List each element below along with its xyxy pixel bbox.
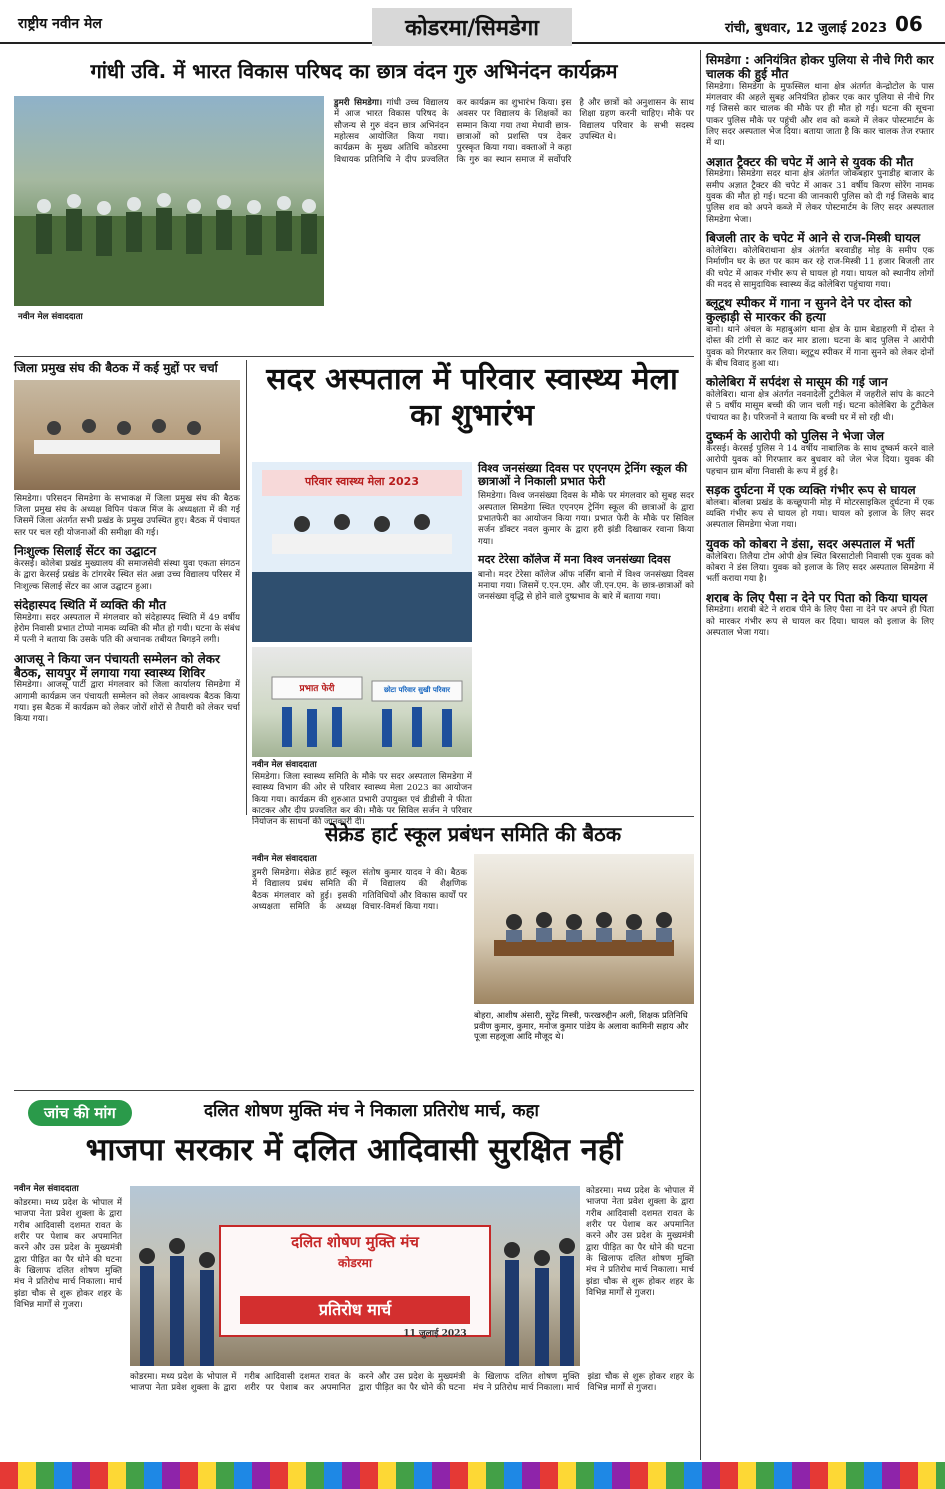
protest-side-text-body: कोडरमा। मध्य प्रदेश के भोपाल में भाजपा नेता प्रवेश शुक्ला के द्वारा गरीब आदिवासी दशमत रावत के शरीर पर पेशाब कर अपमानित करने और उस प्रदेश के मुख्यमंत्री द्वारा पीड़ित का पैर धोने की घटना के खिलाफ दलित शोषण मुक्ति मंच ने प्रतिरोध मार्च निकाला। मार्च झंडा चौक से शुरू होकर शहर के विभिन्न मार्गों से गुजरा। <box>586 1186 694 1299</box>
school-story <box>252 820 694 1086</box>
right-story-2-body: सिमडेगा। सिमडेगा सदर थाना क्षेत्र अंतर्गत जोकबहार पुनाडीह बाजार के समीप अज्ञात ट्रैक्टर की चपेट में आकर 31 वर्षीय किरण सोरेंग नामक युवक की मौत हो गई। घटना की जानकारी पुलिस को दी गई जिसके बाद पुलिस शव को अपने कब्जे में लेकर पोस्टमार्टम के लिए सदर अस्पताल सिमडेगा भेजा। <box>706 169 934 225</box>
issue-date: रांची, बुधवार, 12 जुलाई 2023 <box>725 21 888 36</box>
left-story-4-body: सिमडेगा। आजसू पार्टी द्वारा मंगलवार को जिला कार्यालय सिमडेगा में आगामी कार्यक्रम जन पंचायती सम्मेलन को लेकर आवश्यक बैठक किया गया। इस बैठक में कार्यक्रम को लेकर जोरों शोरों से तैयारी को लेकर चर्चा किया गया। <box>14 680 240 725</box>
protest-kicker: दलित शोषण मुक्ति मंच ने निकाला प्रतिरोध मार्च, कहा <box>204 1101 539 1121</box>
protest-banner-date: 11 जुलाई 2023 <box>403 1329 467 1339</box>
rally-sign-2: छोटा परिवार सुखी परिवार <box>383 685 451 694</box>
meeting-photo <box>14 380 240 490</box>
protest-tag-pill: जांच की मांग <box>28 1100 132 1126</box>
left-story-1-body: सिमडेगा। परिसदन सिमडेगा के सभाकक्ष में जिला प्रमुख संघ की बैठक जिला प्रमुख संघ के अध्यक्ष विपिन पंकज मिंज के अध्यक्षता में की गई जिसमें जिला अंतर्गत सभी प्रखंड के प्रमुख उपस्थित हुए। बैठक में पंचायत स्तर पर चल रही योजनाओं की समीक्षा की गई। <box>14 493 240 538</box>
protest-banner-title: दलित शोषण मुक्ति मंच <box>291 1233 419 1251</box>
protest-tag <box>28 1100 132 1126</box>
protest-banner-sub: कोडरमा <box>338 1256 372 1270</box>
footer-ribbon <box>0 1462 945 1489</box>
protest-side-text <box>586 1186 694 1366</box>
left-story-1-headline: जिला प्रमुख संघ की बैठक में कई मुद्दों पर चर्चा <box>14 361 218 375</box>
right-story-5-body: कोलेबिरा। थाना क्षेत्र अंतर्गत नवनादेली टुटीकेल में जहरीले सांप के काटने से 5 वर्षीय मासूम बच्ची की जान चली गई। घटना कोलेबिरा के टुटीकेल पंचायत का है। परिजनों ने बताया कि बच्ची घर में सो रही थी। <box>706 390 934 423</box>
right-story-7 <box>706 484 934 532</box>
protest-body-cont-text: कोडरमा। मध्य प्रदेश के भोपाल में भाजपा नेता प्रवेश शुक्ला के द्वारा गरीब आदिवासी दशमत रावत के शरीर पर पेशाब कर अपमानित करने और उस प्रदेश के मुख्यमंत्री द्वारा पीड़ित का पैर धोने की घटना के खिलाफ दलित शोषण मुक्ति मंच ने प्रतिरोध मार्च निकाला। मार्च झंडा चौक से शुरू होकर शहर के विभिन्न मार्गों से गुजरा। <box>130 1372 694 1394</box>
right-story-8-body: कोलेबिरा। तिलैया टोम ओपी क्षेत्र स्थित बिरसाटोली निवासी एक युवक को कोबरा ने डंस लिया। युवक को इलाज के लिए सदर अस्पताल सिमडेगा में भर्ती कराया गया है। <box>706 551 934 585</box>
top-story-photo <box>14 96 324 306</box>
left-story-2-headline: निःशुल्क सिलाई सेंटर का उद्घाटन <box>14 544 157 559</box>
rally-illustration <box>252 647 472 757</box>
top-story-headline: गांधी उवि. में भारत विकास परिषद का छात्र वंदन गुरु अभिनंदन कार्यक्रम <box>90 59 618 83</box>
student-group-illustration <box>14 96 324 306</box>
school-meeting-photo <box>474 854 694 1004</box>
page-number: 06 <box>895 12 923 36</box>
school-meeting-caption: बोहरा, आशीष अंसारी, सुरेंद्र मिस्त्री, फरखरुद्दीन अली, शिक्षक प्रतिनिधि प्रवीण कुमार, कुमार, मनोज कुमार पांडेय के अलावा कामिनी सहाय और पूजा सहलूजा आदि मौजूद थे। <box>474 1010 689 1041</box>
right-story-8 <box>706 538 934 586</box>
ppt-rally-body: सिमडेगा। विश्व जनसंख्या दिवस के मौके पर मंगलवार को सुबह सदर अस्पताल सिमडेगा स्थित एएनएम ट्रेनिंग स्कूल की छात्राओं के द्वारा प्रभातफेरी का आयोजन किया गया। प्रभात फेरी के मौके पर सिविल सर्जन डॉक्टर नवल कुमार के द्वारा हरी झंडी दिखाकर रवाना किया गया। <box>478 491 694 547</box>
right-story-5 <box>706 376 934 424</box>
right-story-3-headline: बिजली तार के चपेट में आने से राज-मिस्त्री घायल <box>706 231 921 246</box>
section-title: कोडरमा/सिमडेगा <box>372 8 572 46</box>
right-story-3-body: कोलेबिरा। कोलेबिराथाना क्षेत्र अंतर्गत बरवाडीह मोड़ के समीप एक निर्माणीन घर के छत पर काम कर रहे राज-मिस्त्री 11 हजार बिजली तार की चपेट में आकर गंभीर रूप से घायल हो गया। घायल को स्थानीय लोगों की मदद से सामुदायिक स्वास्थ्य केंद्र कोलेबिरा पहुंचाया गया। <box>706 245 934 290</box>
top-story-place: डुमरी सिमडेगा। <box>334 98 383 108</box>
school-meeting-illustration <box>474 854 694 1004</box>
left-story-2 <box>14 545 240 593</box>
meeting-illustration <box>14 380 240 490</box>
page-header <box>0 0 945 44</box>
left-story-2-body: केरसई। कोलेबा प्रखंड मुख्यालय की समाजसेवी संस्था युवा एकता संगठन के द्वारा केरसई प्रखंड के टांगरबेर स्थित संत अन्ना उच्च विद्यालय परिसर में निःशुल्क सिलाई सेंटर का आज उद्घाटन हुआ। <box>14 558 240 592</box>
health-fair-banner: परिवार स्वास्थ्य मेला 2023 <box>305 475 419 488</box>
top-story-text: गांधी उच्च विद्यालय में आज भारत विकास परिषद के सौजन्य से गुरु वंदन छात्र अभिनंदन महोत्सव आयोजित किया गया। कार्यक्रम के मुख्य अतिथि कोडरमा विधायक प्रतिनिधि ने दीप प्रज्वलित कर कार्यक्रम का शुभारंभ किया। इस अवसर पर विद्यालय के शिक्षकों का सम्मान किया गया तथा मेधावी छात्र-छात्राओं को प्रशस्ति पत्र देकर पुरस्कृत किया गया। वक्ताओं ने कहा कि गुरु का स्थान समाज में सर्वोपरि है और छात्रों को अनुशासन के साथ शिक्षा ग्रहण करनी चाहिए। मौके पर विद्यालय परिवार के सभी सदस्य उपस्थित थे। <box>334 98 694 165</box>
mother-teresa-body: बानो। मदर टेरेसा कॉलेज ऑफ नर्सिंग बानो में विश्व जनसंख्या दिवस मनाया गया। जिसमें ए.एन.एम. और जी.एन.एम. के छात्र-छात्राओं को जनसंख्या वृद्धि से होने वाले दुष्प्रभाव के बारे में बताया गया। <box>478 569 694 603</box>
right-story-9-headline: शराब के लिए पैसा न देने पर पिता को किया घायल <box>706 590 928 605</box>
health-fair-headline: सदर अस्पताल में परिवार स्वास्थ्य मेला का शुभारंभ <box>266 362 678 433</box>
school-story-body: डुमरी सिमडेगा। सेक्रेड हार्ट स्कूल में विद्यालय प्रबंध समिति की बैठक मंगलवार को हुई। इसकी अध्यक्षता समिति के अध्यक्ष संतोष कुमार यादव ने की। बैठक में विद्यालय की शैक्षणिक गतिविधियों और विकास कार्यों पर विचार-विमर्श किया गया। <box>252 868 467 913</box>
left-story-3-headline: संदेहास्पद स्थिति में व्यक्ति की मौत <box>14 598 166 612</box>
right-story-8-headline: युवक को कोबरा ने डंसा, सदर अस्पताल में भर्ती <box>706 536 915 551</box>
right-story-6 <box>706 430 934 478</box>
protest-banner-march: प्रतिरोध मार्च <box>318 1300 392 1319</box>
ppt-rally-story <box>478 462 694 812</box>
top-story-dateline: नवीन मेल संवाददाता <box>18 312 83 322</box>
left-story-4-headline: आजसू ने किया जन पंचायती सम्मेलन को लेकर बैठक, सायपुर में लगाया गया स्वास्थ्य शिविर <box>14 651 220 680</box>
left-story-1 <box>14 362 240 539</box>
health-fair-body: सिमडेगा। जिला स्वास्थ्य समिति के मौके पर सदर अस्पताल सिमडेगा में स्वास्थ्य विभाग की ओर से परिवार स्वास्थ्य मेला 2023 का आयोजन किया गया। कार्यक्रम की शुरुआत प्रभारी उपायुक्त एवं डीडीसी ने फीता काटकर और दीप प्रज्वलित कर की। मौके पर सिविल सर्जन ने परिवार नियोजन के साधनों की जानकारी दी। <box>252 772 472 828</box>
ppt-rally-headline: विश्व जनसंख्या दिवस पर एएनएम ट्रेनिंग स्कूल की छात्राओं ने निकाली प्रभात फेरी <box>478 461 688 489</box>
right-story-7-headline: सड़क दुर्घटना में एक व्यक्ति गंभीर रूप से घायल <box>706 482 916 497</box>
right-story-9-body: सिमडेगा। शराबी बेटे ने शराब पीने के लिए पैसा ना देने पर अपने ही पिता को मारकर गंभीर रूप से घायल कर दिया। घायल को इलाज के लिए अस्पताल भेजा गया। <box>706 605 934 639</box>
right-story-7-body: बोलबा। बोलबा प्रखंड के कच्छूपानी मोड़ में मोटरसाइकिल दुर्घटना में एक व्यक्ति गंभीर रूप से घायल हो गया। घायल को इलाज के लिए सदर अस्पताल सिमडेगा भेजा गया। <box>706 497 934 531</box>
protest-headline: भाजपा सरकार में दलित आदिवासी सुरक्षित नहीं <box>85 1132 623 1168</box>
masthead: राष्ट्रीय नवीन मेल <box>18 16 102 32</box>
right-story-3 <box>706 232 934 291</box>
health-fair-photo <box>252 462 472 642</box>
right-story-1-body: सिमडेगा। सिमडेगा के मुफस्सिल थाना क्षेत्र अंतर्गत केन्द्रोटोल के पास मंगलवार की अहले सुबह अनियंत्रित होकर एक कार पुलिया से नीचे गिर गई जिससे कार चालक की मौके पर ही मौत हो गई। घटना की सूचना पाकर पुलिस मौके पर पहुंची और शव को कब्जे में लेकर पोस्टमार्टम के लिए सदर अस्पताल भेज दिया। बताया जाता है कि कार चालक तेज रफ्तार में था। <box>706 81 934 149</box>
right-column <box>706 54 934 1456</box>
right-story-9 <box>706 592 934 640</box>
right-story-6-headline: दुष्कर्म के आरोपी को पुलिस ने भेजा जेल <box>706 429 885 444</box>
health-fair-story <box>252 362 694 828</box>
protest-body-cont <box>130 1372 694 1452</box>
right-story-2 <box>706 156 934 227</box>
left-story-3-body: सिमडेगा। सदर अस्पताल में मंगलवार को संदेहास्पद स्थिति में 49 वर्षीय हेरोम निवासी प्रभात टोप्पो नामक व्यक्ति की मौत हो गयी। घटना के संबंध में पत्नी ने बताया कि उसके पति की अचानक तबीयत बिगड़ने लगी। <box>14 612 240 646</box>
protest-story <box>14 1096 694 1458</box>
right-story-4 <box>706 297 934 370</box>
right-story-4-body: बानो। थाने अंचल के महाबुआंग थाना क्षेत्र के ग्राम बेडाहरगी में दोस्त ने दोस्त की टांगी से काट कर मार डाला। घटना के बाद पुलिस ने आरोपी युवक को गिरफ्तार कर लिया। ब्लूटूथ स्पीकर में गाना सुनने को लेकर दोनों के बीच विवाद हुआ था। <box>706 324 934 369</box>
left-story-4 <box>14 653 240 726</box>
protest-body: कोडरमा। मध्य प्रदेश के भोपाल में भाजपा नेता प्रवेश शुक्ला के द्वारा गरीब आदिवासी दशमत रावत के शरीर पर पेशाब कर अपमानित करने और उस प्रदेश के मुख्यमंत्री द्वारा पीड़ित का पैर धोने की घटना के खिलाफ दलित शोषण मुक्ति मंच ने प्रतिरोध मार्च निकाला। मार्च झंडा चौक से शुरू होकर शहर के विभिन्न मार्गों से गुजरा। <box>14 1198 122 1311</box>
rally-sign-1: प्रभात फेरी <box>299 684 335 694</box>
right-story-5-headline: कोलेबिरा में सर्पदंश से मासूम की गई जान <box>706 375 888 390</box>
top-story-body <box>334 98 694 348</box>
health-fair-dateline: नवीन मेल संवाददाता <box>252 760 317 770</box>
right-story-2-headline: अज्ञात ट्रैक्टर की चपेट में आने से युवक की मौत <box>706 154 914 169</box>
left-column <box>14 362 240 1082</box>
top-story <box>14 54 694 354</box>
right-story-1-headline: सिमडेगा : अनियंत्रित होकर पुलिया से नीचे गिरी कार चालक की हुई मौत <box>706 53 934 81</box>
left-story-3 <box>14 599 240 647</box>
right-story-6-body: केरसई। केरसई पुलिस ने 14 वर्षीय नाबालिक के साथ दुष्कर्म करने वाले आरोपी युवक को गिरफ्तार कर बुधवार को जेल भेज दिया। युवक की पहचान ग्राम बोंगा निवासी के रूप में हुई है। <box>706 443 934 477</box>
rally-photo <box>252 647 472 757</box>
health-fair-illustration <box>252 462 472 642</box>
protest-illustration <box>130 1186 580 1366</box>
school-story-dateline: नवीन मेल संवाददाता <box>252 854 317 864</box>
right-story-1 <box>706 54 934 150</box>
protest-photo <box>130 1186 580 1366</box>
right-story-4-headline: ब्लूटूथ स्पीकर में गाना न सुनने देने पर दोस्त को कुल्हाड़ी से मारकर की हत्या <box>706 296 912 325</box>
mother-teresa-headline: मदर टेरेसा कॉलेज में मना विश्व जनसंख्या दिवस <box>478 553 671 567</box>
protest-dateline: नवीन मेल संवाददाता <box>14 1184 79 1194</box>
school-story-headline: सेक्रेड हार्ट स्कूल प्रबंधन समिति की बैठक <box>324 822 622 846</box>
